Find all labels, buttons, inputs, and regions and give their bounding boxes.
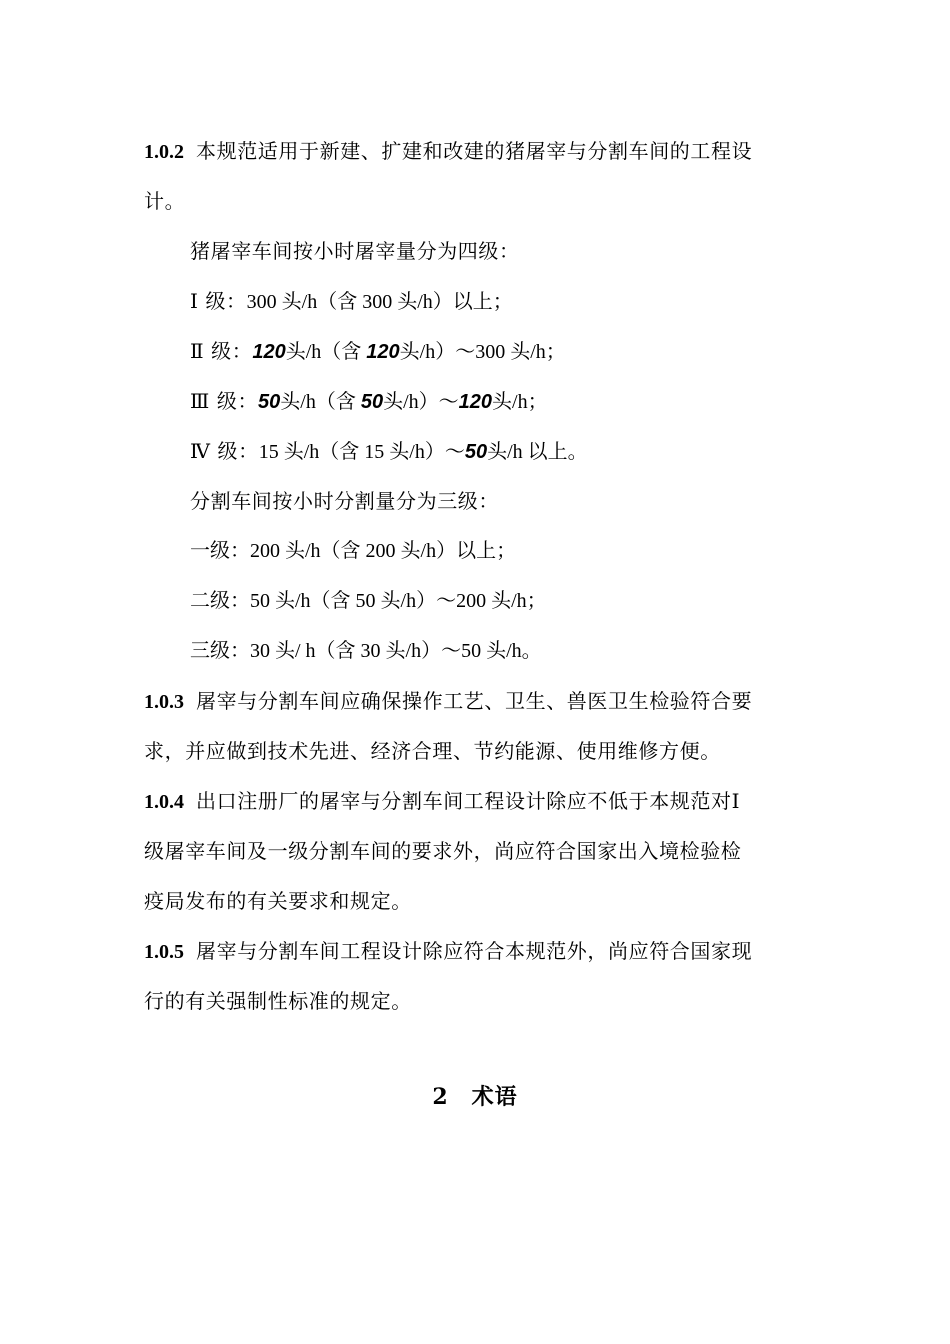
- clause-number: 1.0.4: [144, 791, 184, 813]
- clause-text: 行的有关强制性标准的规定。: [144, 989, 412, 1013]
- clause-1-0-2-line-2: [144, 186, 185, 216]
- clause-1-0-4-line-2: [144, 836, 741, 866]
- clause-text: 屠宰与分割车间应确保操作工艺、卫生、兽医卫生检验符合要: [196, 689, 753, 713]
- clause-number: 1.0.3: [144, 691, 184, 713]
- grade-value: 120: [366, 341, 400, 363]
- grade-text: 头/h 以上。: [487, 441, 588, 463]
- grade-value: 120: [252, 341, 286, 363]
- grade-text: 头/h（含: [285, 341, 367, 363]
- grade-text: 头/h）～300 头/h；: [399, 341, 566, 363]
- clause-1-0-3-line-2: [144, 736, 721, 766]
- section-heading: 2 术语: [432, 1084, 518, 1110]
- clause-1-0-4-line-3: [144, 886, 412, 916]
- clause-number: 1.0.2: [144, 141, 184, 163]
- clause-1-0-5-line-1: [144, 936, 752, 967]
- slaughter-grade-4: [190, 436, 588, 467]
- grade-text: 头/h）～: [383, 391, 459, 413]
- grade-text: 头/h（含: [280, 391, 361, 413]
- grade-text: 300 头/h（含 300 头/h）以上；: [246, 291, 513, 313]
- grade-label: Ⅱ 级：: [190, 339, 253, 363]
- clause-text: 本规范适用于新建、扩建和改建的猪屠宰与分割车间的工程设: [196, 139, 753, 163]
- clause-text: 级屠宰车间及一级分割车间的要求外，尚应符合国家出入境检验检: [144, 839, 742, 863]
- grade-value: 50: [360, 391, 384, 413]
- clause-text: 出口注册厂的屠宰与分割车间工程设计除应不低于本规范对Ⅰ: [196, 789, 741, 813]
- grade-label: Ⅰ 级：: [190, 289, 247, 313]
- clause-1-0-3-line-1: [144, 686, 752, 717]
- grade-text: 头/h；: [492, 391, 548, 413]
- cutting-grade-1: 一级：200 头/h（含 200 头/h）以上；: [190, 540, 517, 562]
- grade-value: 50: [258, 391, 281, 413]
- clause-text: 屠宰与分割车间工程设计除应符合本规范外，尚应符合国家现: [196, 939, 753, 963]
- slaughter-grade-3: [190, 386, 548, 417]
- grade-value: 50: [464, 441, 488, 463]
- clause-text: 求，并应做到技术先进、经济合理、节约能源、使用维修方便。: [144, 739, 721, 763]
- slaughter-grade-2: [190, 336, 566, 367]
- clause-text: 计。: [144, 189, 186, 213]
- cutting-grades-intro: 分割车间按小时分割量分为三级：: [190, 489, 499, 513]
- clause-1-0-2-line-1: [144, 136, 752, 167]
- clause-1-0-4-line-1: [144, 786, 740, 817]
- cutting-grade-2: 二级：50 头/h（含 50 头/h）～200 头/h；: [190, 590, 547, 612]
- grade-label: Ⅳ 级：: [190, 439, 259, 463]
- clause-text: 疫局发布的有关要求和规定。: [144, 889, 412, 913]
- grade-label: Ⅲ 级：: [190, 389, 259, 413]
- clause-1-0-5-line-2: [144, 986, 412, 1016]
- cutting-grade-3: 三级：30 头/ h（含 30 头/h）～50 头/h。: [190, 640, 542, 662]
- slaughter-grades-intro: 猪屠宰车间按小时屠宰量分为四级：: [190, 239, 520, 263]
- grade-value: 120: [458, 391, 493, 413]
- clause-number: 1.0.5: [144, 941, 184, 963]
- slaughter-grade-1: [190, 286, 513, 317]
- grade-text: 15 头/h（含 15 头/h）～: [258, 441, 465, 463]
